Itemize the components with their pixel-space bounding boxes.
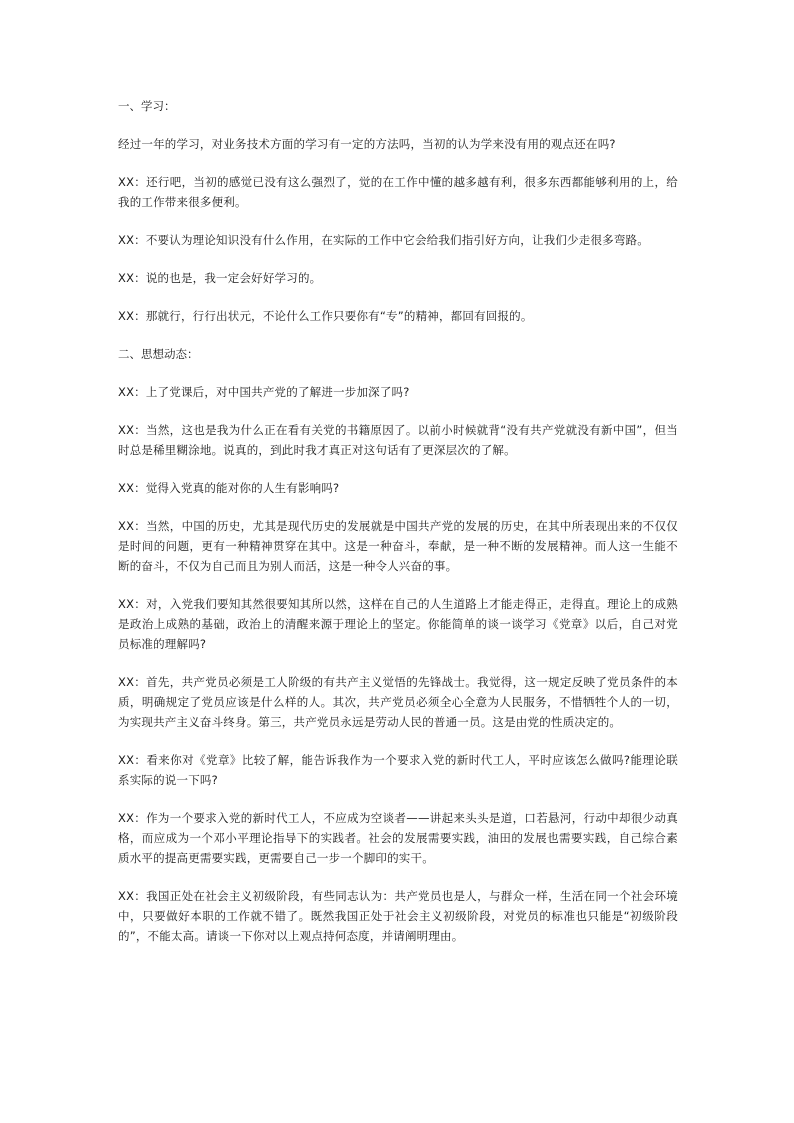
paragraph: XX：那就行，行行出状元，不论什么工作只要你有“专”的精神，都回有回报的。 bbox=[118, 309, 533, 323]
paragraph: 经过一年的学习，对业务技术方面的学习有一定的方法吗，当初的认为学来没有用的观点还在吗? bbox=[118, 137, 616, 151]
paragraph: XX：对，入党我们要知其然很要知其所以然，这样在自己的人生道路上才能走得正，走得直。理论上的成熟是政治上成熟的基础，政治上的清醒来源于理论上的坚定。你能简单的谈一谈学习《党章》以后，自己对党员标准的理解吗? bbox=[118, 597, 678, 651]
section-heading-study: 一、学习： bbox=[118, 99, 176, 113]
paragraph: XX：看来你对《党章》比较了解，能告诉我作为一个要求入党的新时代工人，平时应该怎么做吗?能理论联系实际的说一下吗? bbox=[118, 753, 678, 787]
paragraph: XX：不要认为理论知识没有什么作用，在实际的工作中它会给我们指引好方向，让我们少走很多弯路。 bbox=[118, 233, 649, 247]
paragraph: XX：我国正处在社会主义初级阶段，有些同志认为：共产党员也是人，与群众一样，生活在同一个社会环境中，只要做好本职的工作就不错了。既然我国正处于社会主义初级阶段，对党员的标准也只能是“初级阶段的”，不能太高。请谈一下你对以上观点持何态度，并请阐明理由。 bbox=[118, 889, 678, 943]
paragraph: XX：当然，这也是我为什么正在看有关党的书籍原因了。以前小时候就背“没有共产党就没有新中国”，但当时总是稀里糊涂地。说真的，到此时我才真正对这句话有了更深层次的了解。 bbox=[118, 423, 678, 457]
paragraph: XX：首先，共产党员必须是工人阶级的有共产主义觉悟的先锋战士。我觉得，这一规定反映了党员条件的本质，明确规定了党员应该是什么样的人。其次，共产党员必须全心全意为人民服务，不惜牺牲个人的一切，为实现共产主义奋斗终身。第三，共产党员永远是劳动人民的普通一员。这是由党的性质决定的。 bbox=[118, 675, 678, 729]
document-body bbox=[118, 96, 678, 964]
paragraph: XX：上了党课后，对中国共产党的了解进一步加深了吗? bbox=[118, 385, 410, 399]
paragraph: XX：作为一个要求入党的新时代工人，不应成为空谈者——讲起来头头是道，口若悬河，行动中却很少动真格，而应成为一个邓小平理论指导下的实践者。社会的发展需要实践，油田的发展也需要实践，自己综合素质水平的提高更需要实践，更需要自己一步一个脚印的实干。 bbox=[118, 811, 678, 865]
paragraph: XX：觉得入党真的能对你的人生有影响吗? bbox=[118, 481, 340, 495]
paragraph: XX：说的也是，我一定会好好学习的。 bbox=[118, 271, 322, 285]
section-heading-thoughts: 二、思想动态： bbox=[118, 347, 199, 361]
paragraph: XX：当然，中国的历史，尤其是现代历史的发展就是中国共产党的发展的历史，在其中所表现出来的不仅仅是时间的问题，更有一种精神贯穿在其中。这是一种奋斗，奉献，是一种不断的发展精神。而人这一生能不断的奋斗，不仅为自己而且为别人而活，这是一种令人兴奋的事。 bbox=[118, 519, 678, 573]
paragraph: XX：还行吧，当初的感觉已没有这么强烈了，觉的在工作中懂的越多越有利，很多东西都能够利用的上，给我的工作带来很多便利。 bbox=[118, 175, 678, 209]
